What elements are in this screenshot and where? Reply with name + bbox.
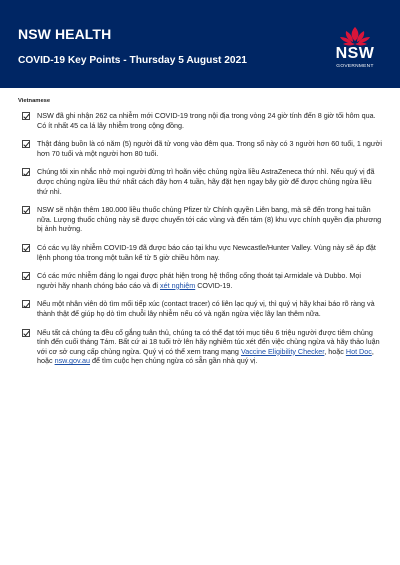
checkbox-icon bbox=[22, 140, 30, 148]
separator-text: , hoặc bbox=[37, 346, 374, 366]
list-item bbox=[22, 243, 382, 262]
testing-link[interactable]: xét nghiệm bbox=[160, 280, 196, 290]
point-text: COVID-19. bbox=[195, 280, 233, 290]
list-item bbox=[22, 205, 382, 234]
brand-title: NSW HEALTH bbox=[18, 26, 112, 42]
nsw-government-logo bbox=[329, 26, 381, 80]
checkbox-icon bbox=[22, 272, 30, 280]
point-text: NSW đã ghi nhận 262 ca nhiễm mới COVID-19 trong nội địa trong vòng 24 giờ tính đến 8 giờ tối hôm qua. Có ít nhất 45 ca lá lây nhiễm trong cộng đồng. bbox=[37, 111, 376, 130]
checkbox-icon bbox=[22, 206, 30, 214]
separator-text: , hoặc bbox=[324, 346, 346, 356]
page-title: COVID-19 Key Points - Thursday 5 August 2021 bbox=[18, 55, 247, 66]
list-item bbox=[22, 328, 382, 366]
point-text: Thật đáng buồn là có năm (5) người đã tử vong vào đêm qua. Trong số này có 3 người hơn 60 tuổi, 1 người hơn 70 tuổi và một người hơn 80 tuổi. bbox=[37, 139, 382, 158]
key-points-list bbox=[22, 111, 382, 366]
list-item bbox=[22, 139, 382, 158]
checkbox-icon bbox=[22, 300, 30, 308]
nsw-gov-link[interactable]: nsw.gov.au bbox=[54, 356, 91, 366]
point-text: để tìm cuộc hẹn chủng ngừa có sẵn gần nhà quý vị. bbox=[90, 356, 258, 366]
checkbox-icon bbox=[22, 168, 30, 176]
list-item bbox=[22, 299, 382, 318]
header-banner bbox=[0, 0, 400, 88]
point-text: Nếu tất cả chúng ta đều cố gắng tuân thủ, chúng ta có thể đạt tới mục tiêu 6 triệu người được tiêm chủng tính đến cuối tháng Tám. Bất cứ ai 18 tuổi trở lên hãy nghiêm túc xét đến việc chủng ngừa và hãy thảo luận với cơ sở cung cấp chủng ngừa. Quý vị có thể xem trang mạng bbox=[37, 327, 380, 356]
list-item bbox=[22, 271, 382, 290]
list-item bbox=[22, 111, 382, 130]
point-text: Có các mức nhiễm đáng lo ngại được phát hiện trong hệ thống cống thoát tại Armidale và Dubbo. Mọi người hãy nhanh chóng báo cáo và đi bbox=[37, 271, 361, 290]
point-text: Chúng tôi xin nhắc nhở mọi người đừng trì hoãn việc chủng ngừa liều AstraZeneca thứ nhì. Nếu quý vị đã được chủng ngừa liều thứ nhất cách đây hơn 4 tuần, hãy đặt hẹn ngay bây giờ để được chủng ngừa liều thứ nhì. bbox=[37, 167, 375, 196]
point-text: Có các vụ lây nhiễm COVID-19 đã được báo cáo tại khu vực Newcastle/Hunter Valley. Vùng này sẽ áp đặt lệnh phong tỏa trong một tuần kể từ 5 giờ chiều hôm nay. bbox=[37, 242, 376, 262]
vaccine-eligibility-checker-link[interactable]: Vaccine Eligibility Checker bbox=[240, 346, 325, 356]
logo-wordmark: NSW bbox=[335, 45, 375, 62]
checkbox-icon bbox=[22, 329, 30, 337]
point-text: Nếu một nhân viên dò tìm mối tiếp xúc (contact tracer) có liên lạc quý vị, thì quý vị hãy khai báo rõ ràng và thành thật để giúp họ dò tìm chuỗi lây nhiễm nếu có và ngăn ngừa việc lây lan thêm nữa. bbox=[37, 299, 375, 318]
logo-government-label: GOVERNMENT bbox=[336, 64, 374, 69]
checkbox-icon bbox=[22, 244, 30, 252]
point-text: NSW sẽ nhận thêm 180.000 liều thuốc chủng Pfizer từ Chính quyền Liên bang, mà sẽ đến trong hai tuần nữa. Lượng thuốc chủng này sẽ được chuyển tới các vùng và đến tám (8) khu vực chính quyền địa phương bị ảnh hưởng. bbox=[37, 205, 382, 234]
checkbox-icon bbox=[22, 112, 30, 120]
list-item bbox=[22, 167, 382, 196]
language-label: Vietnamese bbox=[18, 98, 51, 104]
hot-doc-link[interactable]: Hot Doc bbox=[345, 346, 372, 356]
